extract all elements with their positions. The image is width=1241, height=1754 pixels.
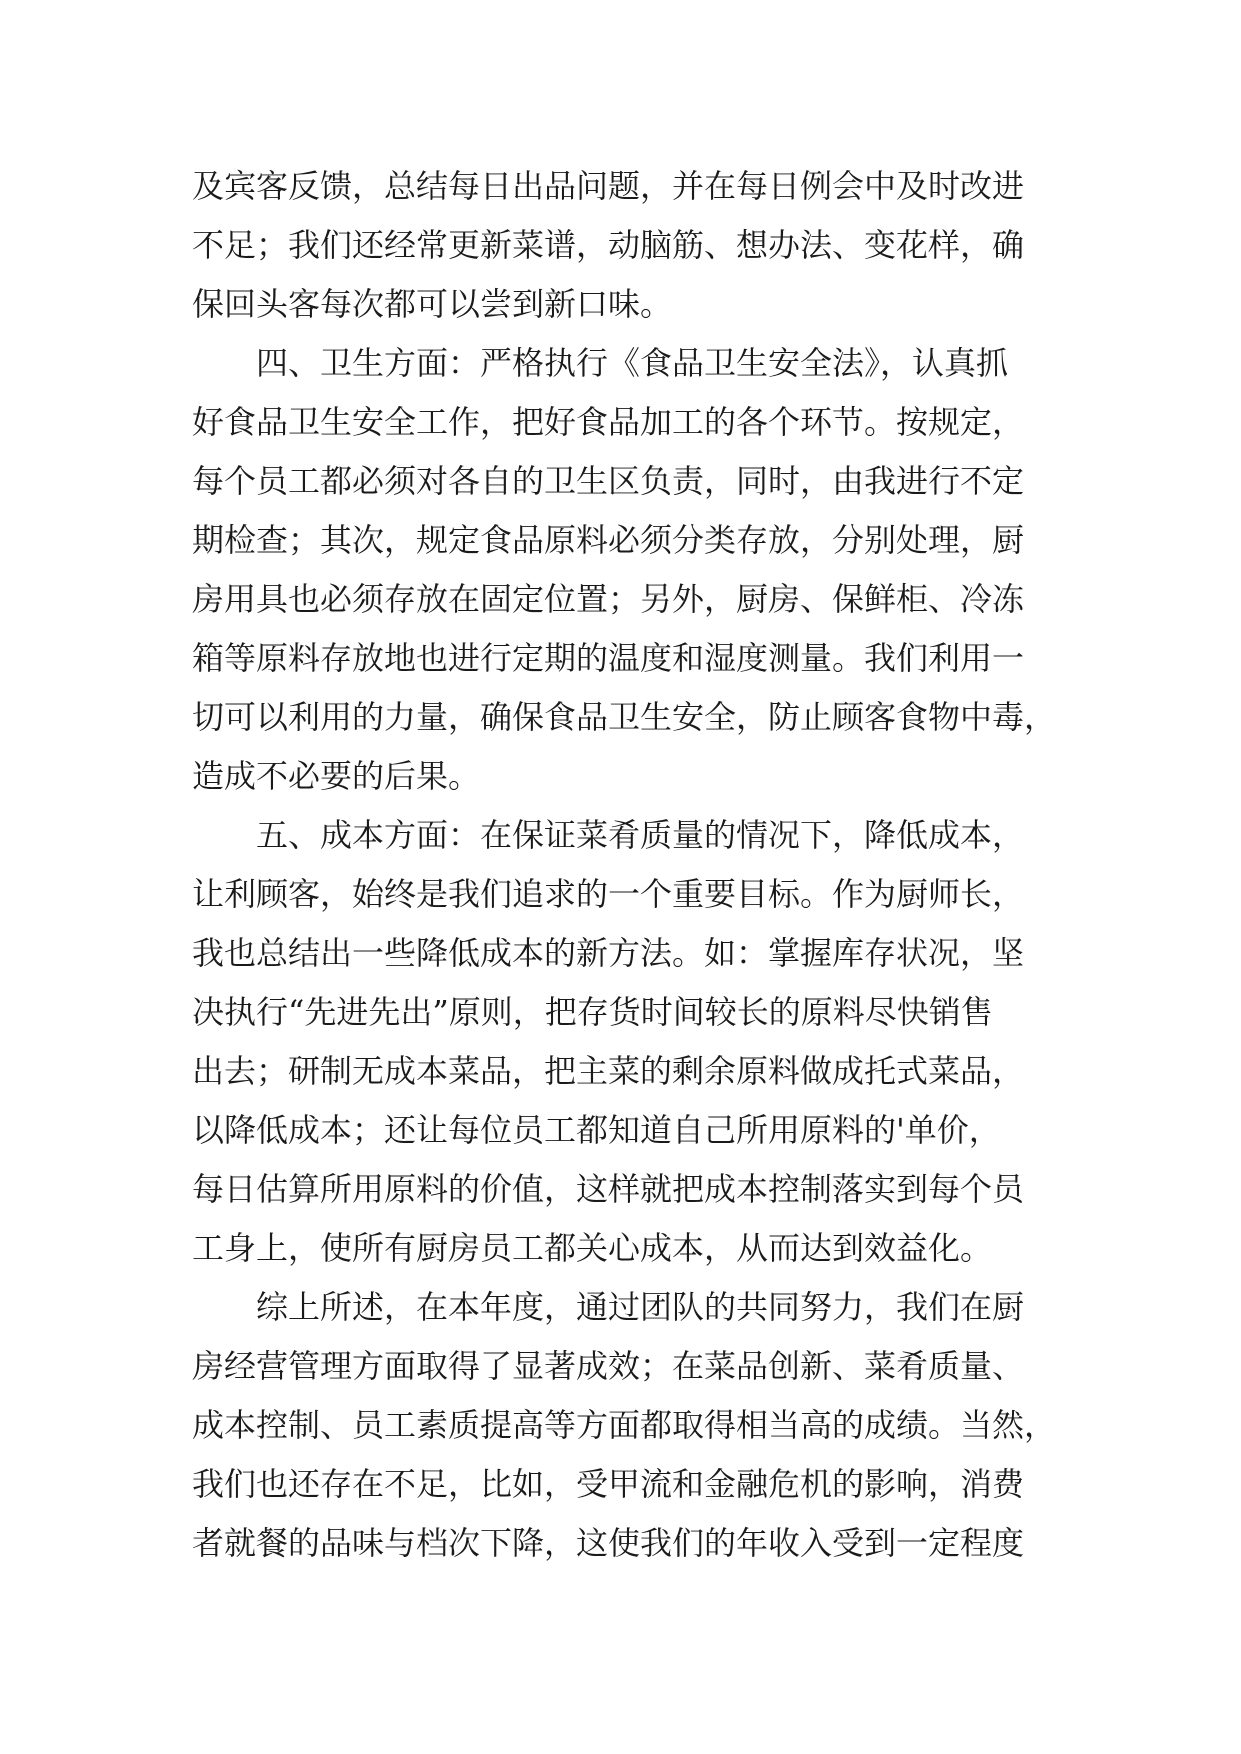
text-line: 期检查；其次，规定食品原料必须分类存放，分别处理，厨 [192,521,1025,559]
text-line: 我也总结出一些降低成本的新方法。如：掌握库存状况，坚 [192,934,1025,972]
text-line: 保回头客每次都可以尝到新口味。 [192,285,673,323]
text-line: 者就餐的品味与档次下降，这使我们的年收入受到一定程度 [192,1524,1025,1562]
text-line: 每日估算所用原料的价值，这样就把成本控制落实到每个员 [192,1170,1025,1208]
text-line: 好食品卫生安全工作，把好食品加工的各个环节。按规定， [192,403,1025,441]
text-line: 箱等原料存放地也进行定期的温度和湿度测量。我们利用一 [192,639,1025,677]
text-line: 出去；研制无成本菜品，把主菜的剩余原料做成托式菜品， [192,1052,1025,1090]
paragraph-start-line: 五、成本方面：在保证菜肴质量的情况下，降低成本， [256,816,1025,854]
text-line: 及宾客反馈，总结每日出品问题，并在每日例会中及时改进 [192,167,1025,205]
text-line: 房用具也必须存放在固定位置；另外，厨房、保鲜柜、冷冻 [192,580,1025,618]
paragraph-start-line: 综上所述，在本年度，通过团队的共同努力，我们在厨 [256,1288,1025,1326]
text-line: 造成不必要的后果。 [192,757,481,795]
text-line: 我们也还存在不足，比如，受甲流和金融危机的影响，消费 [192,1465,1025,1503]
text-line: 工身上，使所有厨房员工都关心成本，从而达到效益化。 [192,1229,993,1267]
text-line: 每个员工都必须对各自的卫生区负责，同时，由我进行不定 [192,462,1025,500]
text-line: 以降低成本；还让每位员工都知道自己所用原料的'单价， [192,1111,1001,1149]
text-line: 决执行“先进先出”原则，把存货时间较长的原料尽快销售 [192,993,993,1031]
text-line: 切可以利用的力量，确保食品卫生安全，防止顾客食物中毒， [192,698,1057,736]
text-line: 成本控制、员工素质提高等方面都取得相当高的成绩。当然， [192,1406,1057,1444]
text-line: 让利顾客，始终是我们追求的一个重要目标。作为厨师长， [192,875,1025,913]
text-line: 房经营管理方面取得了显著成效；在菜品创新、菜肴质量、 [192,1347,1025,1385]
text-line: 不足；我们还经常更新菜谱，动脑筋、想办法、变花样，确 [192,226,1025,264]
paragraph-start-line: 四、卫生方面：严格执行《食品卫生安全法》，认真抓 [256,344,1009,382]
